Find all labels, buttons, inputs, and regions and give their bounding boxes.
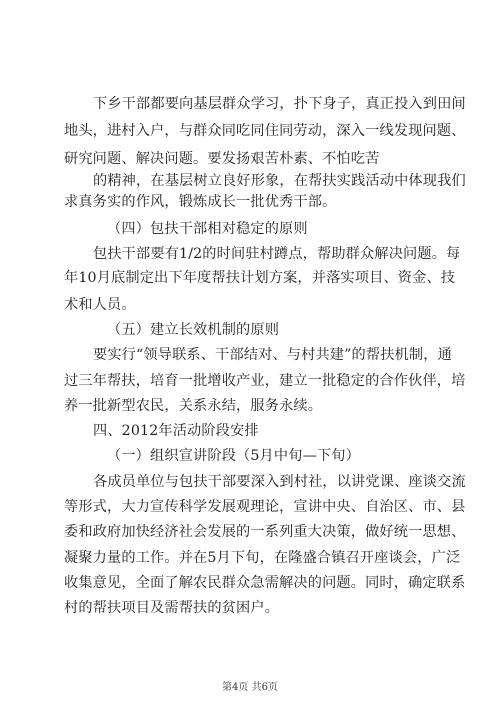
body-line-16: 收集意见，全面了解农民群众急需解决的问题。同时，确定联系 xyxy=(64,575,466,591)
body-line-13: 等形式，大力宣传科学发展观理论，宣讲中央、自治区、市、县 xyxy=(64,499,466,515)
body-line-17: 村的帮扶项目及需帮扶的贫困户。 xyxy=(64,600,280,616)
body-line-7: 年10月底制定出下年度帮扶计划方案，并落实项目、资金、技 xyxy=(64,270,456,286)
subsection-heading-1: （一）组织宣讲阶段（5月中旬—下旬） xyxy=(107,448,360,464)
section-heading-four: 四、2012年活动阶段安排 xyxy=(93,423,259,439)
body-line-11: 养一批新型农民，关系永结，服务永续。 xyxy=(64,398,323,414)
body-line-12: 各成员单位与包扶干部要深入到村社，以讲党课、座谈交流 xyxy=(93,474,466,490)
body-line-3: 研究问题、解决问题。要发扬艰苦朴素、不怕吃苦 xyxy=(64,151,380,167)
body-line-8: 术和人员。 xyxy=(64,297,136,313)
body-line-5: 求真务实的作风，锻炼成长一批优秀干部。 xyxy=(64,194,337,210)
body-line-14: 委和政府加快经济社会发展的一系列重大决策，做好统一思想、 xyxy=(64,524,466,540)
body-line-1: 下乡干部都要向基层群众学习，扑下身子，真正投入到田间 xyxy=(93,96,466,112)
body-line-9: 要实行“领导联系、干部结对、与村共建”的帮扶机制，通 xyxy=(93,347,452,363)
body-line-10: 过三年帮扶，培育一批增收产业，建立一批稳定的合作伙伴，培 xyxy=(64,373,466,389)
body-line-6: 包扶干部要有1/2的时间驻村蹲点，帮助群众解决问题。每 xyxy=(93,246,461,262)
body-line-15: 凝聚力量的工作。并在5月下旬，在隆盛合镇召开座谈会，广泛 xyxy=(64,550,461,566)
body-line-2: 地头，进村入户，与群众同吃同住同劳动，深入一线发现问题、 xyxy=(64,123,466,139)
section-heading-5: （五）建立长效机制的原则 xyxy=(107,322,280,338)
body-line-4: 的精神，在基层树立良好形象，在帮扶实践活动中体现我们 xyxy=(93,173,466,189)
section-heading-4: （四）包扶干部相对稳定的原则 xyxy=(107,221,308,237)
page-footer: 第4页 共6页 xyxy=(222,682,278,693)
